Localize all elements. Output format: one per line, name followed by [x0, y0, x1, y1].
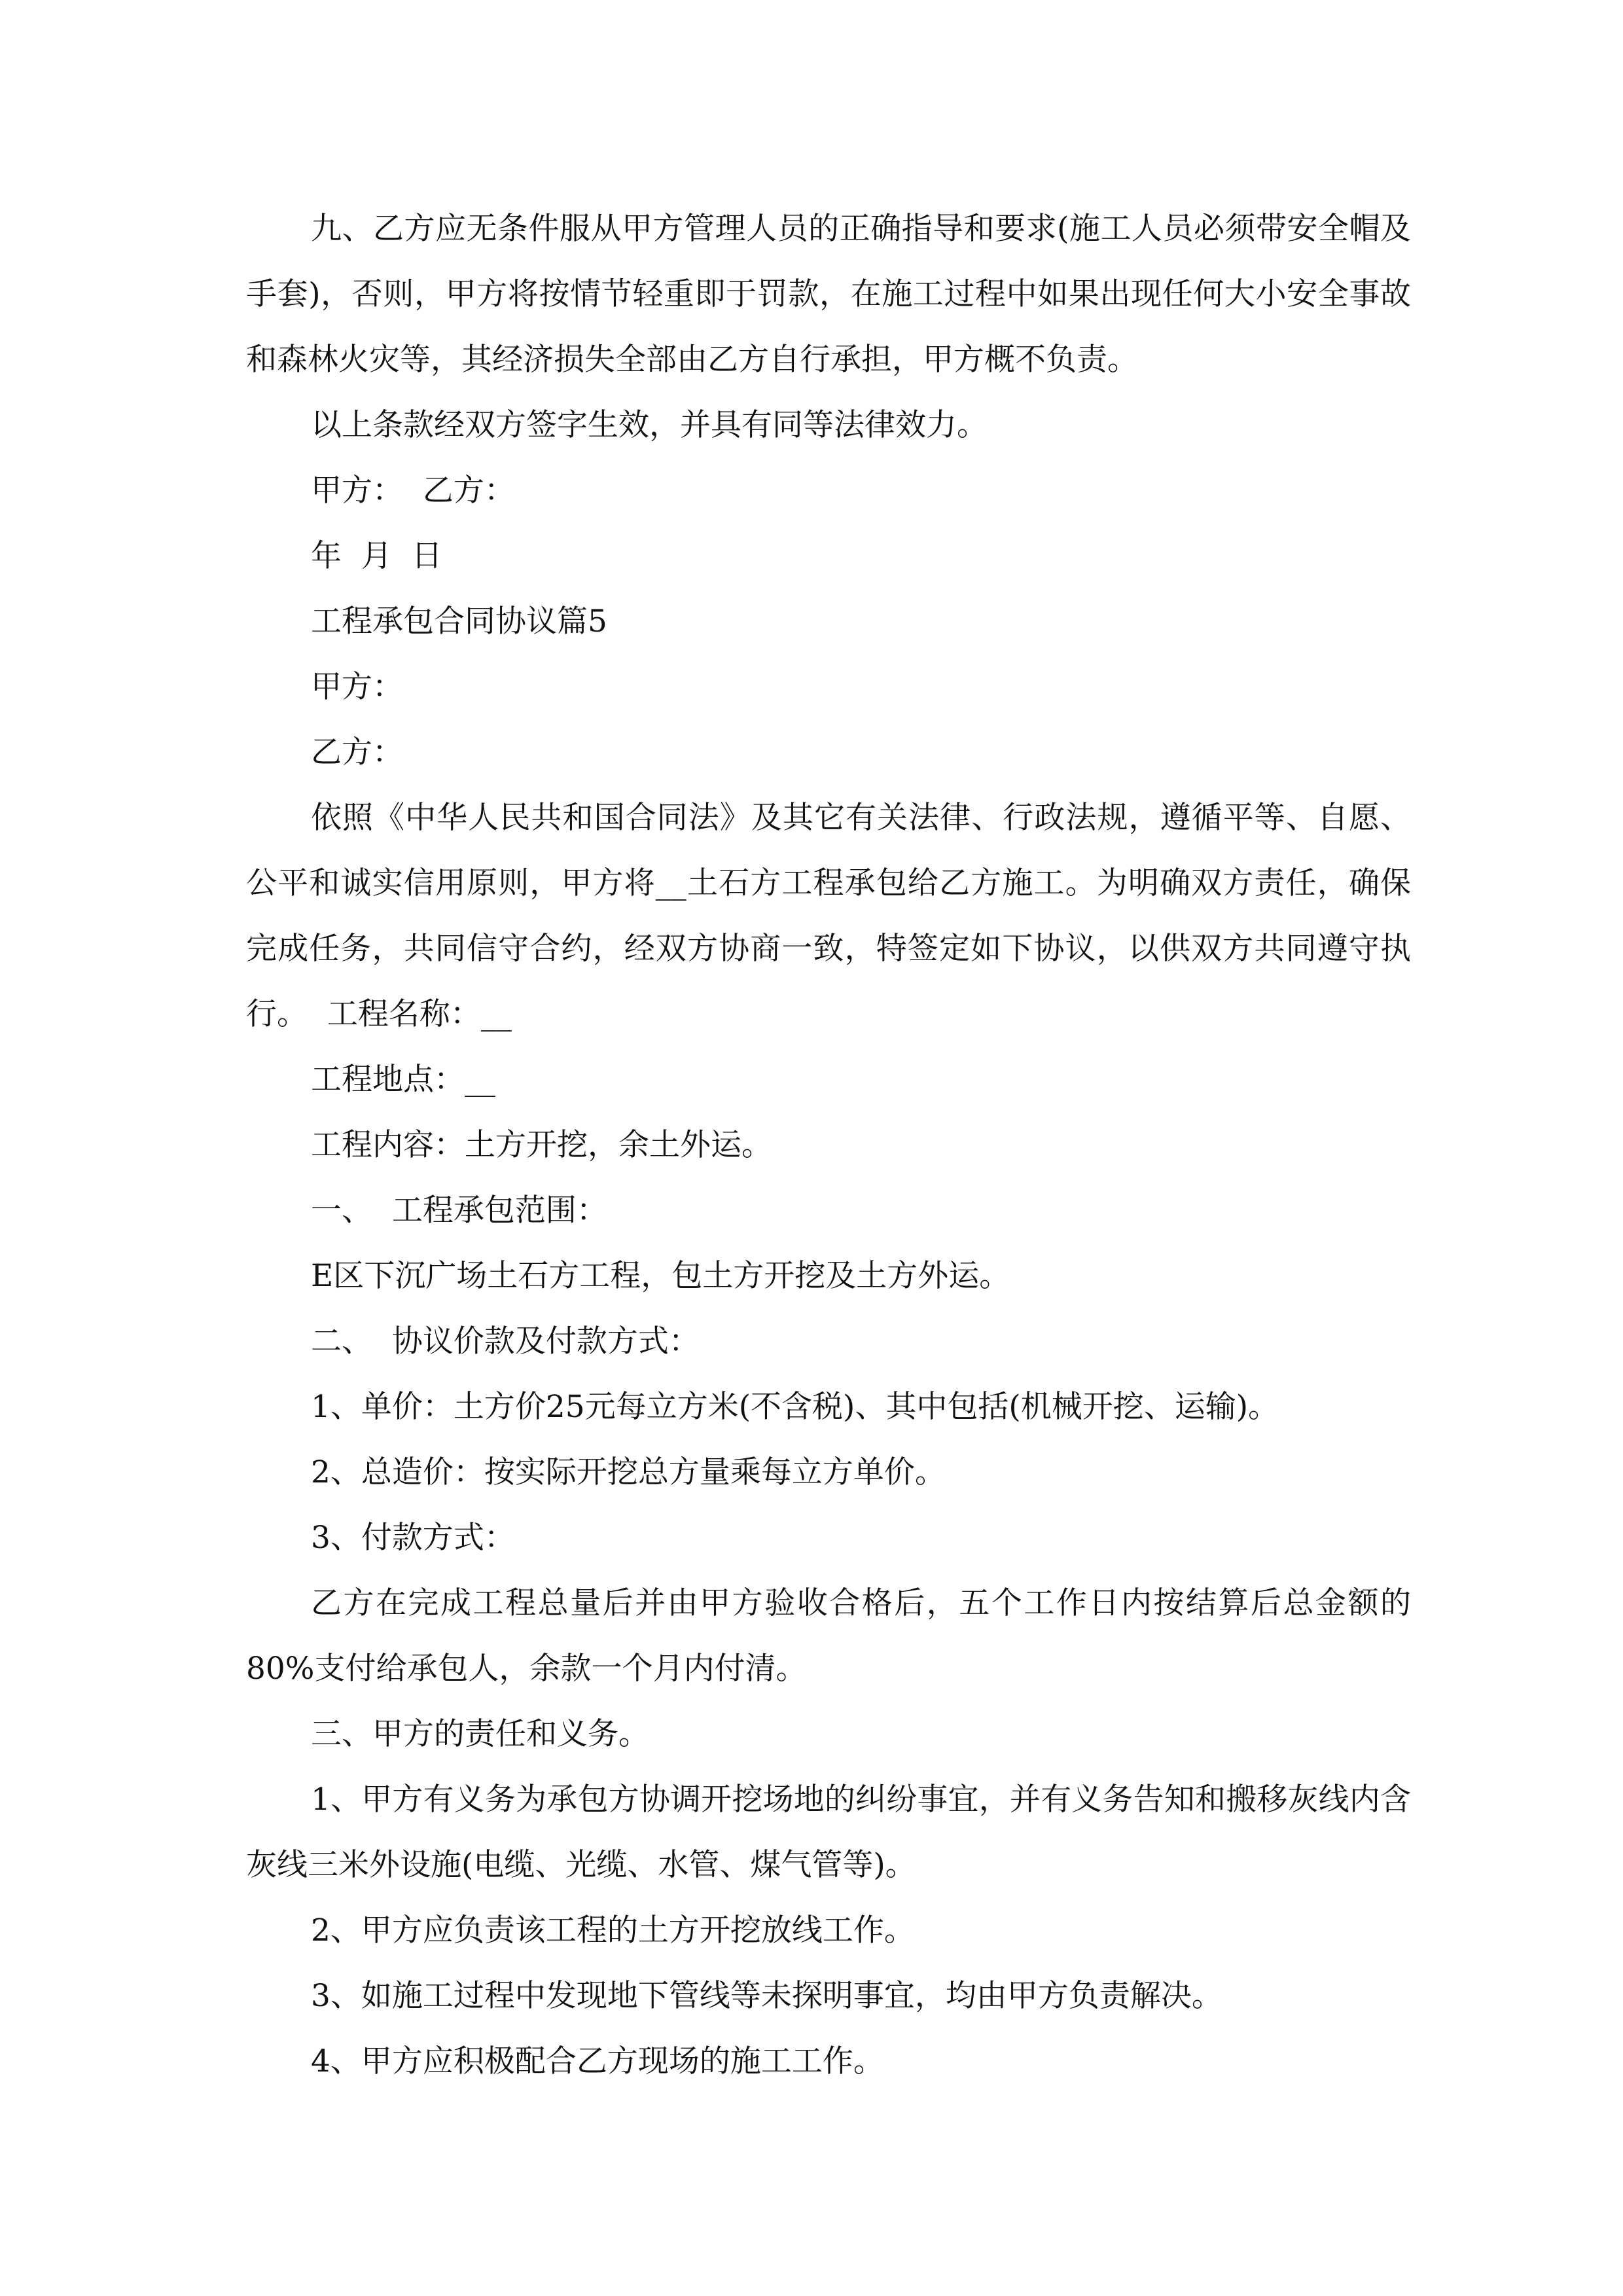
- payment-method-heading: 3、付款方式：: [311, 1520, 515, 1556]
- section-title: 工程承包合同协议篇5: [311, 603, 607, 639]
- clause-nine: 九、乙方应无条件服从甲方管理人员的正确指导和要求(施工人员必须带安全帽及手套)，否则，甲方将按情节轻重即于罚款，在施工过程中如果出现任何大小安全事故和森林火灾等，其经济损失全部由乙方自行承担，甲方概不负责。: [246, 211, 1411, 378]
- signature-date: 年 月 日: [311, 538, 442, 574]
- heading-scope: 一、 工程承包范围：: [311, 1193, 607, 1229]
- unit-price: 1、单价：土方价25元每立方米(不含税)、其中包括(机械开挖、运输)。: [311, 1389, 1279, 1425]
- document-body: [246, 196, 1411, 2094]
- payment-terms: 乙方在完成工程总量后并由甲方验收合格后，五个工作日内按结算后总金额的80%支付给承包人，余款一个月内付清。: [246, 1585, 1411, 1687]
- total-price: 2、总造价：按实际开挖总方量乘每立方单价。: [311, 1454, 946, 1490]
- signature-parties: 甲方： 乙方：: [311, 473, 515, 509]
- duty-2: 2、甲方应负责该工程的土方开挖放线工作。: [311, 1912, 915, 1948]
- duty-1: 1、甲方有义务为承包方协调开挖场地的纠纷事宜，并有义务告知和搬移灰线内含灰线三米外设施(电缆、光缆、水管、煤气管等)。: [246, 1782, 1411, 1883]
- duty-3: 3、如施工过程中发现地下管线等未探明事宜，均由甲方负责解决。: [311, 1978, 1222, 2014]
- effectiveness-statement: 以上条款经双方签字生效，并具有同等法律效力。: [311, 407, 988, 443]
- duty-4: 4、甲方应积极配合乙方现场的施工工作。: [311, 2043, 884, 2079]
- preamble: 依照《中华人民共和国合同法》及其它有关法律、行政法规，遵循平等、自愿、公平和诚实信用原则，甲方将__土石方工程承包给乙方施工。为明确双方责任，确保完成任务，共同信守合约，经双方协商一致，特签定如下协议，以供双方共同遵守执行。 工程名称：__: [246, 800, 1411, 1032]
- heading-party-a-duties: 三、甲方的责任和义务。: [311, 1716, 649, 1752]
- project-content: 工程内容：土方开挖，余土外运。: [311, 1127, 772, 1163]
- heading-price-payment: 二、 协议价款及付款方式：: [311, 1323, 700, 1359]
- party-a: 甲方：: [311, 669, 403, 705]
- scope-description: E区下沉广场土石方工程，包土方开挖及土方外运。: [311, 1258, 1010, 1294]
- party-b: 乙方：: [311, 734, 403, 770]
- project-location: 工程地点：__: [311, 1062, 495, 1098]
